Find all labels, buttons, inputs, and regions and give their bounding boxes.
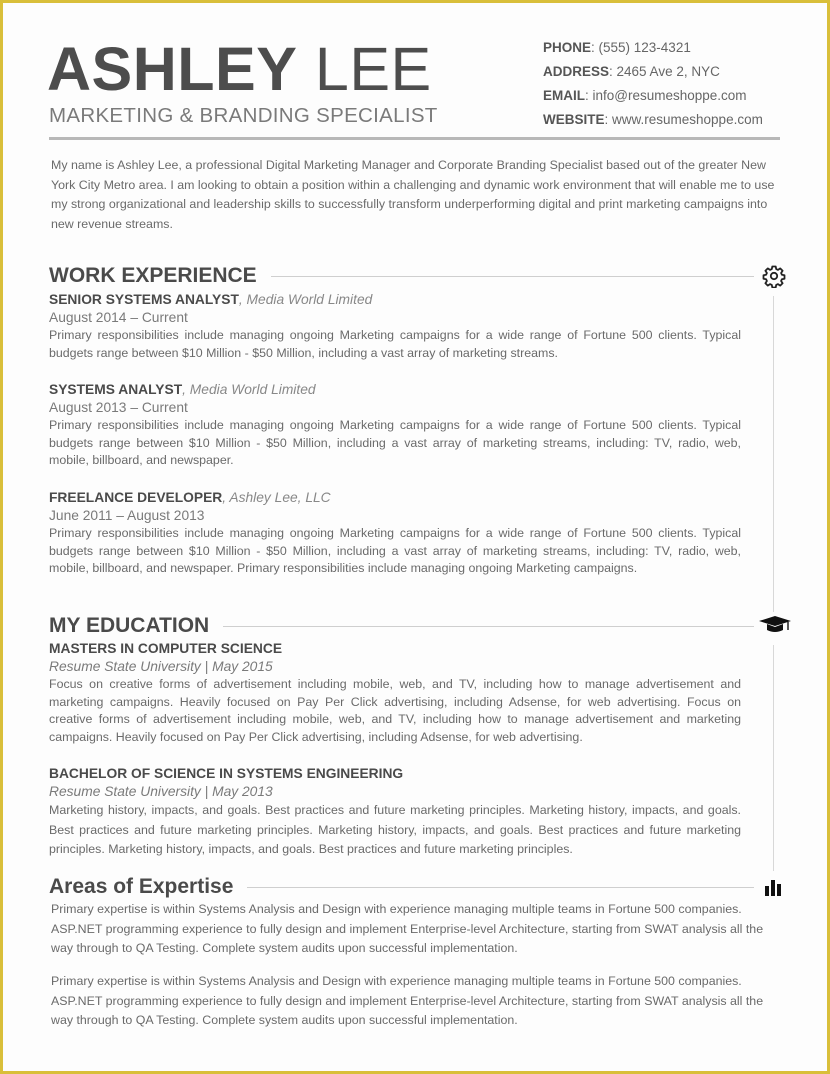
contact-phone (543, 36, 763, 60)
section-title: Areas of Expertise (49, 875, 234, 898)
education-entry (49, 640, 741, 746)
entry-dates: August 2014 – Current (49, 310, 188, 325)
contact-label: WEBSITE (543, 112, 605, 127)
expertise-heading (49, 874, 754, 900)
company: , Ashley Lee, LLC (222, 490, 331, 505)
work-entry (49, 291, 741, 362)
role: SENIOR SYSTEMS ANALYST (49, 292, 239, 307)
entry-description: Focus on creative forms of advertisement including mobile, web, and TV, including how to manage advertisement and marketing campaigns. Heavily focused on Pay Per Click advertising, including Adsense, for web advertising. Focus on creative forms of advertisement including mobile, web, and TV, including how to manage advertisement and marketing campaigns. Heavily focused on Pay Per Click advertising, including Adsense, for web advertising. (49, 677, 741, 744)
entry-title (49, 489, 741, 507)
school-date: Resume State University | May 2013 (49, 784, 273, 799)
work-entry (49, 489, 741, 578)
work-experience-heading (49, 263, 754, 289)
contact-value: : 2465 Ave 2, NYC (609, 64, 720, 79)
entry-description: Primary responsibilities include managing ongoing Marketing campaigns for a wide range of Fortune 500 clients. Typical budgets range between $10 Million - $50 Million, including a vast array of marketing streams. (49, 328, 741, 360)
education-entry (49, 765, 741, 860)
role: FREELANCE DEVELOPER (49, 490, 223, 505)
intro-paragraph: My name is Ashley Lee, a professional Digital Marketing Manager and Corporate Branding Specialist based out of the greater New York City Metro area. I am looking to obtain a position within a challenging and dynamic work environment that will enable me to use my strong organizational and leadership skills to successfully transform underperforming digital and print marketing campaigns into new revenue streams. (51, 158, 775, 231)
contact-value: : (555) 123-4321 (591, 40, 691, 55)
timeline-line (773, 296, 774, 612)
section-title: WORK EXPERIENCE (49, 264, 257, 287)
degree: MASTERS IN COMPUTER SCIENCE (49, 641, 283, 656)
header-divider (49, 137, 780, 140)
contact-label: ADDRESS (543, 64, 610, 79)
contact-email (543, 84, 763, 108)
gear-icon (761, 263, 787, 289)
company: , Media World Limited (238, 292, 373, 307)
company: , Media World Limited (182, 382, 316, 397)
section-title: MY EDUCATION (49, 614, 210, 637)
contact-address (543, 60, 763, 84)
contact-block (543, 36, 763, 132)
contact-value[interactable]: : info@resumeshoppe.com (585, 88, 747, 103)
degree: BACHELOR OF SCIENCE IN SYSTEMS ENGINEERING (49, 766, 404, 781)
first-name: ASHLEY (47, 35, 298, 103)
section-divider (223, 626, 754, 627)
timeline-line (773, 645, 774, 871)
entry-title (49, 291, 741, 309)
school-date: Resume State University | May 2015 (49, 659, 273, 674)
entry-title (49, 381, 741, 399)
work-entry (49, 381, 741, 470)
contact-value[interactable]: : www.resumeshoppe.com (604, 112, 763, 127)
entry-dates: June 2011 – August 2013 (49, 508, 205, 523)
section-divider (247, 887, 754, 888)
bar-chart-icon (760, 874, 786, 900)
section-divider (271, 276, 754, 277)
contact-label: EMAIL (543, 88, 585, 103)
entry-description: Marketing history, impacts, and goals. Best practices and future marketing principles. Marketing history, impacts, and goals. Best practices and future marketing principles. Marketing history, impacts, and goals. Best practices and future marketing principles. Marketing history, impacts, and goals. Best practices and future marketing principles. (49, 803, 741, 856)
entry-description: Primary responsibilities include managing ongoing Marketing campaigns for a wide range of Fortune 500 clients. Typical budgets range between $10 Million - $50 Million, including a vast array of marketing streams, including: TV, radio, web, mobile, billboard, and newspaper. (49, 418, 741, 467)
candidate-name (47, 35, 432, 103)
last-name: LEE (314, 35, 432, 103)
job-title: MARKETING & BRANDING SPECIALIST (49, 104, 438, 127)
entry-description: Primary responsibilities include managing ongoing Marketing campaigns for a wide range of Fortune 500 clients. Typical budgets range between $10 Million - $50 Million, including a vast array of marketing streams, including: TV, radio, web, mobile, billboard, and newspaper. Primary responsibilities include managing ongoing Marketing campaigns. (49, 526, 741, 575)
expertise-paragraph: Primary expertise is within Systems Analysis and Design with experience managing multiple teams in Fortune 500 companies. ASP.NET programming experience to fully design and implement Enterprise-level Architecture, starting from SWAT analysis all the way through to QA Testing. Complete system audits upon successful implementation. (51, 902, 764, 955)
expertise-paragraph: Primary expertise is within Systems Analysis and Design with experience managing multiple teams in Fortune 500 companies. ASP.NET programming experience to fully design and implement Enterprise-level Architecture, starting from SWAT analysis all the way through to QA Testing. Complete system audits upon successful implementation. (51, 974, 764, 1027)
graduation-cap-icon (758, 612, 792, 638)
entry-dates: August 2013 – Current (49, 400, 188, 415)
contact-label: PHONE (543, 40, 592, 55)
role: SYSTEMS ANALYST (49, 382, 183, 397)
contact-website (543, 108, 763, 132)
education-heading (49, 613, 754, 639)
